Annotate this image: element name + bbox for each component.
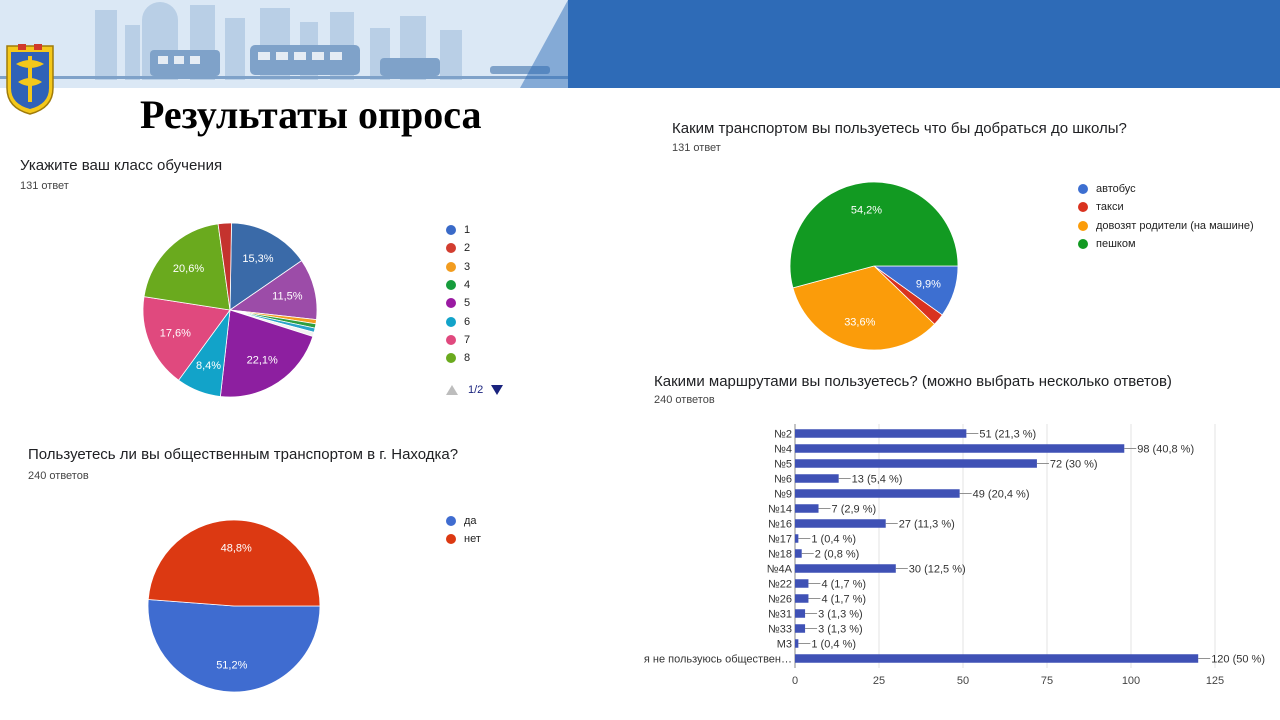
route-bar bbox=[795, 459, 1037, 468]
legend-item bbox=[446, 530, 481, 548]
legend-item bbox=[446, 258, 470, 276]
legend-label: нет bbox=[464, 533, 481, 546]
legend-item bbox=[446, 312, 470, 330]
bar-data-label: 13 (5,4 %) bbox=[851, 473, 903, 486]
route-bar bbox=[795, 534, 798, 543]
legend-dot-icon bbox=[446, 516, 456, 526]
page-title: Результаты опроса bbox=[140, 92, 482, 137]
x-tick-label: 0 bbox=[791, 675, 799, 687]
x-tick-label: 50 bbox=[956, 675, 970, 687]
legend-item bbox=[446, 512, 481, 530]
x-tick-label: 125 bbox=[1205, 675, 1225, 687]
city-coat-of-arms-icon bbox=[4, 42, 56, 116]
pie-slice-label: 54,2% bbox=[850, 204, 883, 217]
bar-data-label: 30 (12,5 %) bbox=[908, 563, 966, 576]
y-category-label: №17 bbox=[767, 533, 792, 546]
legend-dot-icon bbox=[446, 225, 456, 235]
bar-data-label: 1 (0,4 %) bbox=[811, 638, 857, 651]
pie-slice-label: 48,8% bbox=[220, 542, 252, 555]
city-skyline-illustration bbox=[0, 0, 1280, 88]
pie-slice-label: 11,5% bbox=[272, 290, 303, 303]
legend-item bbox=[446, 331, 470, 349]
legend-pager bbox=[446, 384, 503, 396]
legend-item bbox=[446, 276, 470, 294]
legend-item bbox=[1078, 180, 1254, 198]
route-bar bbox=[795, 579, 808, 588]
x-tick-label: 25 bbox=[872, 675, 886, 687]
legend-label: 7 bbox=[464, 333, 471, 346]
y-category-label: №4 bbox=[774, 443, 792, 456]
y-category-label: №14 bbox=[767, 503, 792, 516]
pager-next-icon[interactable] bbox=[491, 385, 503, 395]
route-bar bbox=[795, 654, 1198, 663]
route-bar bbox=[795, 564, 896, 573]
legend-label: 2 bbox=[464, 242, 471, 255]
pager-prev-icon[interactable] bbox=[446, 385, 458, 395]
legend-label: да bbox=[464, 515, 477, 528]
y-category-label: №5 bbox=[774, 458, 792, 471]
bar-data-label: 51 (21,3 %) bbox=[979, 428, 1037, 441]
legend-label: 1 bbox=[464, 224, 471, 237]
legend-dot-icon bbox=[446, 298, 456, 308]
legend-label: 8 bbox=[464, 352, 471, 365]
y-category-label: №2 bbox=[774, 428, 792, 441]
legend-dot-icon bbox=[446, 280, 456, 290]
pager-label: 1/2 bbox=[468, 384, 484, 396]
y-category-label: №16 bbox=[767, 518, 792, 531]
x-tick-label: 75 bbox=[1040, 675, 1054, 687]
bar-data-label: 4 (1,7 %) bbox=[821, 578, 867, 591]
y-category-label: я не пользуюсь обществен… bbox=[643, 653, 792, 666]
legend-dot-icon bbox=[1078, 202, 1088, 212]
legend-dot-icon bbox=[1078, 221, 1088, 231]
pie-slice-label: 20,6% bbox=[172, 262, 205, 275]
class-chart-legend bbox=[446, 221, 470, 367]
route-bar bbox=[795, 429, 966, 438]
legend-dot-icon bbox=[446, 262, 456, 272]
pie-slice bbox=[148, 520, 320, 606]
legend-dot-icon bbox=[446, 534, 456, 544]
y-category-label: №18 bbox=[767, 548, 792, 561]
legend-item bbox=[446, 349, 470, 367]
legend-item bbox=[1078, 198, 1254, 216]
class-chart-response-count: 131 ответ bbox=[20, 180, 69, 192]
bar-data-label: 2 (0,8 %) bbox=[814, 548, 860, 561]
public-transport-chart-response-count: 240 ответов bbox=[28, 470, 89, 482]
public-transport-chart-title: Пользуетесь ли вы общественным транспортом в г. Находка? bbox=[28, 446, 459, 463]
route-bar bbox=[795, 609, 805, 618]
bar-data-label: 120 (50 %) bbox=[1211, 653, 1266, 666]
bar-data-label: 27 (11,3 %) bbox=[898, 518, 955, 531]
route-bar bbox=[795, 624, 805, 633]
pie-slice-label: 51,2% bbox=[216, 659, 248, 672]
route-bar bbox=[795, 594, 808, 603]
route-bar bbox=[795, 474, 839, 483]
legend-item bbox=[1078, 217, 1254, 235]
pie-slice-label: 8,4% bbox=[195, 360, 222, 373]
route-bar bbox=[795, 489, 960, 498]
header-banner bbox=[0, 0, 1280, 88]
y-category-label: №22 bbox=[767, 578, 792, 591]
legend-label: такси bbox=[1096, 201, 1124, 214]
legend-item bbox=[446, 294, 470, 312]
legend-item bbox=[446, 239, 470, 257]
legend-item bbox=[1078, 235, 1254, 253]
school-transport-chart-title: Каким транспортом вы пользуетесь что бы добраться до школы? bbox=[672, 120, 1127, 137]
legend-dot-icon bbox=[1078, 239, 1088, 249]
legend-label: 3 bbox=[464, 260, 471, 273]
route-bar bbox=[795, 504, 819, 513]
legend-item bbox=[446, 221, 470, 239]
class-pie-chart bbox=[130, 211, 330, 411]
y-category-label: М3 bbox=[776, 638, 792, 651]
pie-slice bbox=[148, 600, 320, 692]
legend-label: довозят родители (на машине) bbox=[1096, 219, 1254, 232]
legend-dot-icon bbox=[446, 243, 456, 253]
bar-data-label: 98 (40,8 %) bbox=[1137, 443, 1195, 456]
school-transport-chart-legend bbox=[1078, 180, 1254, 253]
pie-slice-label: 22,1% bbox=[246, 354, 278, 367]
public-transport-pie-chart bbox=[134, 506, 334, 706]
legend-label: 6 bbox=[464, 315, 471, 328]
y-category-label: №6 bbox=[774, 473, 792, 486]
legend-label: автобус bbox=[1096, 183, 1136, 196]
x-tick-label: 100 bbox=[1121, 675, 1141, 687]
legend-label: 4 bbox=[464, 279, 471, 292]
legend-dot-icon bbox=[446, 317, 456, 327]
legend-dot-icon bbox=[1078, 184, 1088, 194]
routes-chart-response-count: 240 ответов bbox=[654, 394, 715, 406]
bar-data-label: 3 (1,3 %) bbox=[818, 623, 863, 636]
legend-dot-icon bbox=[446, 335, 456, 345]
public-transport-chart-legend bbox=[446, 512, 481, 549]
legend-dot-icon bbox=[446, 353, 456, 363]
routes-chart-title: Какими маршрутами вы пользуетесь? (можно выбрать несколько ответов) bbox=[654, 373, 1172, 390]
bar-data-label: 4 (1,7 %) bbox=[821, 593, 867, 606]
route-bar bbox=[795, 519, 886, 528]
pie-slice-label: 9,9% bbox=[915, 278, 941, 291]
y-category-label: №9 bbox=[774, 488, 792, 501]
y-category-label: №33 bbox=[767, 623, 792, 636]
route-bar bbox=[795, 549, 802, 558]
bar-data-label: 1 (0,4 %) bbox=[811, 533, 857, 546]
pie-slice-label: 33,6% bbox=[844, 316, 876, 329]
y-category-label: №26 bbox=[767, 593, 792, 606]
route-bar bbox=[795, 639, 798, 648]
school-transport-pie-chart bbox=[772, 164, 972, 364]
legend-label: 5 bbox=[464, 297, 471, 310]
bar-data-label: 7 (2,9 %) bbox=[831, 503, 877, 516]
pie-slice-label: 15,3% bbox=[242, 252, 274, 265]
route-bar bbox=[795, 444, 1124, 453]
routes-bar-chart bbox=[640, 418, 1280, 718]
class-chart-title: Укажите ваш класс обучения bbox=[20, 157, 223, 174]
school-transport-chart-response-count: 131 ответ bbox=[672, 142, 721, 154]
bar-data-label: 72 (30 %) bbox=[1049, 458, 1098, 471]
bar-data-label: 3 (1,3 %) bbox=[818, 608, 863, 621]
bar-data-label: 49 (20,4 %) bbox=[972, 488, 1030, 501]
pie-slice-label: 17,6% bbox=[159, 327, 191, 340]
y-category-label: №4А bbox=[766, 563, 792, 576]
legend-label: пешком bbox=[1096, 238, 1136, 251]
y-category-label: №31 bbox=[767, 608, 792, 621]
